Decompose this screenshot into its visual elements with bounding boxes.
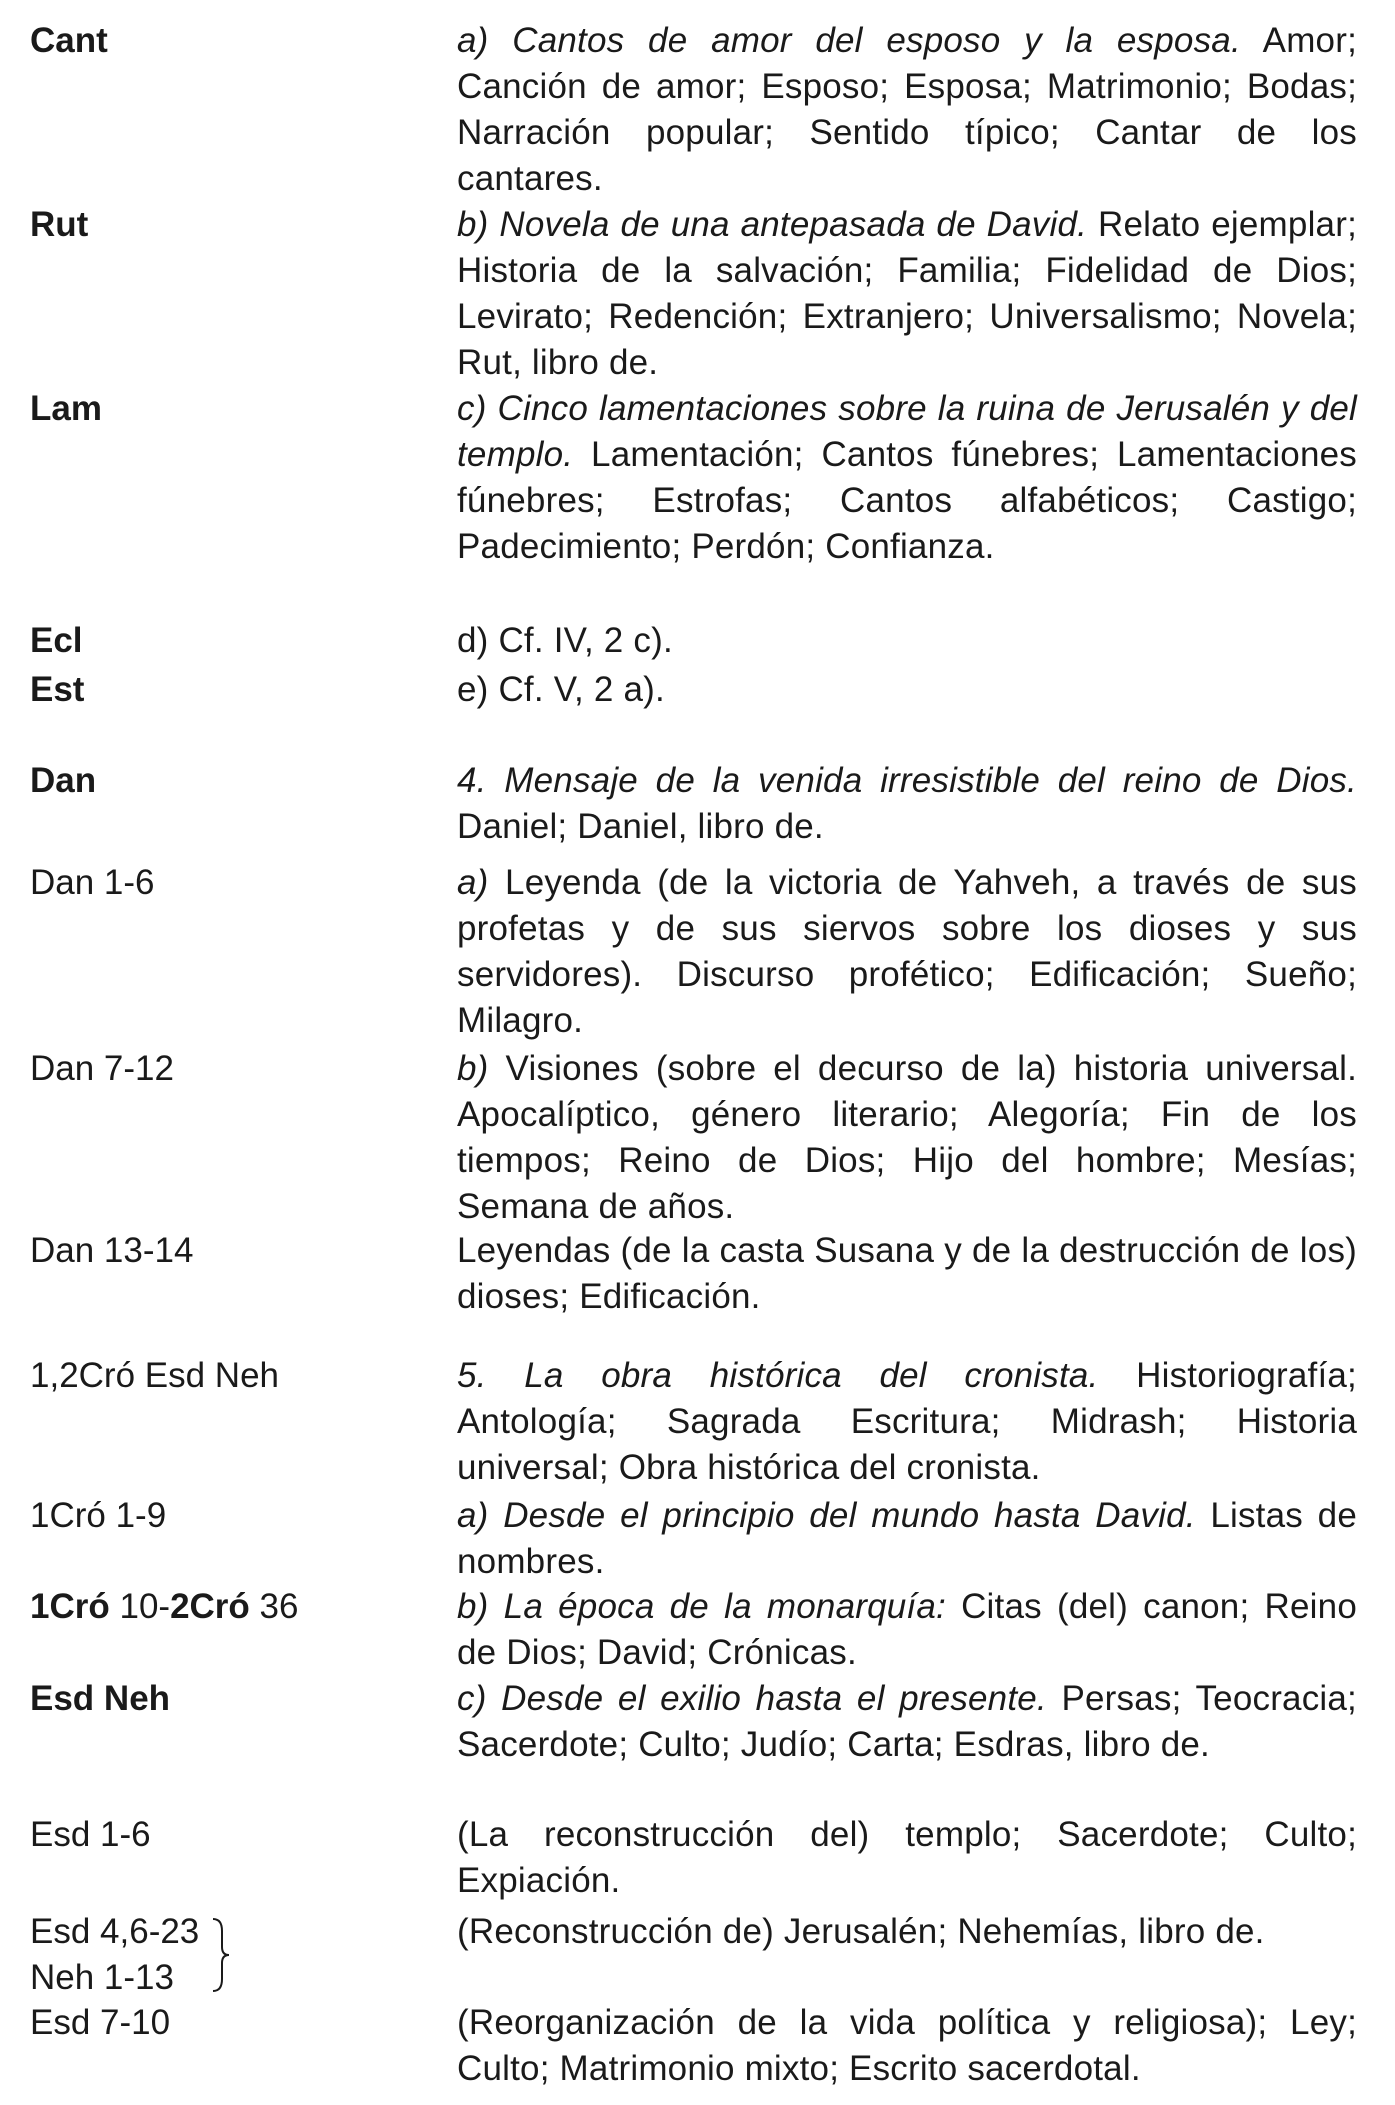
entry-keywords: Citas (del) canon; Reino de Dios; David; Crónicas. (457, 1587, 1357, 1672)
brace-icon (210, 1915, 232, 1995)
ref-chapter: 10- (109, 1587, 171, 1626)
ref-chapter: 36 (249, 1587, 299, 1626)
entry-heading: b) (457, 1049, 489, 1088)
entry-heading: c) Cinco lamentaciones sobre la ruina de Jerusalén y del templo. (457, 389, 1357, 474)
entry-ref: Neh 1-13 (30, 1958, 174, 1997)
entry-heading: a) Cantos de amor del esposo y la esposa. (457, 21, 1241, 60)
entry-description (457, 1493, 1357, 1585)
entry-keywords: Relato ejemplar; Historia de la salvación; Familia; Fidelidad de Dios; Levirato; Redención; Extranjero; Universalismo; Novela; Rut, libro de. (457, 205, 1357, 382)
entry-heading: 5. La obra histórica del cronista. (457, 1356, 1099, 1395)
entry-keywords: Amor; Canción de amor; Esposo; Esposa; Matrimonio; Bodas; Narración popular; Sentido típico; Cantar de los cantares. (457, 21, 1357, 198)
entry-ref: Esd Neh (30, 1679, 171, 1718)
entry-heading: c) Desde el exilio hasta el presente. (457, 1679, 1047, 1718)
entry-description (457, 1584, 1357, 1676)
entry-description (457, 1353, 1357, 1491)
entry-description (457, 1046, 1357, 1230)
entry-description (457, 1909, 1357, 1955)
entry-keywords: (Reconstrucción de) Jerusalén; Nehemías, libro de. (457, 1912, 1265, 1951)
entry-keywords: Persas; Teocracia; Sacerdote; Culto; Judío; Carta; Esdras, libro de. (457, 1679, 1357, 1764)
entry-keywords: Daniel; Daniel, libro de. (457, 807, 824, 846)
entry-ref: Esd 7-10 (30, 2003, 171, 2042)
entry-ref: 1,2Cró Esd Neh (30, 1356, 280, 1395)
entry-description (457, 758, 1357, 850)
entry-ref: Ecl (30, 621, 83, 660)
entry-ref: Cant (30, 21, 108, 60)
entry-description (457, 202, 1357, 386)
entry-ref: Est (30, 670, 85, 709)
ref-book: 1Cró (30, 1587, 110, 1626)
entry-keywords: Visiones (sobre el decurso de la) historia universal. Apocalíptico, género literario; Alegoría; Fin de los tiempos; Reino de Dios; Hijo del hombre; Mesías; Semana de años. (457, 1049, 1357, 1226)
entry-heading: a) Desde el principio del mundo hasta David. (457, 1496, 1196, 1535)
entry-ref: Esd 4,6-23 (30, 1912, 200, 1951)
entry-description (457, 618, 1357, 664)
entry-ref: Dan 13-14 (30, 1231, 194, 1270)
entry-ref: Dan (30, 761, 97, 800)
entry-keywords: Historiografía; Antología; Sagrada Escritura; Midrash; Historia universal; Obra histórica del cronista. (457, 1356, 1357, 1487)
entry-ref: Esd 1-6 (30, 1815, 151, 1854)
entry-ref: Lam (30, 389, 102, 428)
entry-keywords: (La reconstrucción del) templo; Sacerdote; Culto; Expiación. (457, 1815, 1357, 1900)
entry-description (457, 1812, 1357, 1904)
entry-ref-group (30, 1909, 199, 2001)
entry-keywords: d) Cf. IV, 2 c). (457, 621, 673, 660)
entry-description (457, 1228, 1357, 1320)
entry-keywords: Listas de nombres. (457, 1496, 1357, 1581)
entry-keywords: (Reorganización de la vida política y religiosa); Ley; Culto; Matrimonio mixto; Escrito sacerdotal. (457, 2003, 1357, 2088)
entry-ref (30, 1584, 298, 1630)
entry-heading: b) La época de la monarquía: (457, 1587, 946, 1626)
entry-keywords: Leyendas (de la casta Susana y de la destrucción de los) dioses; Edificación. (457, 1231, 1357, 1316)
entry-ref: Dan 7-12 (30, 1049, 174, 1088)
entry-heading: a) (457, 863, 489, 902)
entry-ref: 1Cró 1-9 (30, 1496, 167, 1535)
entry-description (457, 860, 1357, 1044)
entry-keywords: e) Cf. V, 2 a). (457, 670, 665, 709)
entry-description (457, 2000, 1357, 2092)
entry-ref: Rut (30, 205, 89, 244)
entry-keywords: Leyenda (de la victoria de Yahveh, a través de sus profetas y de sus siervos sobre los dioses y sus servidores). Discurso profético; Edificación; Sueño; Milagro. (457, 863, 1357, 1040)
entry-heading: 4. Mensaje de la venida irresistible del reino de Dios. (457, 761, 1357, 800)
entry-ref: Dan 1-6 (30, 863, 155, 902)
entry-description (457, 18, 1357, 202)
entry-keywords: Lamentación; Cantos fúnebres; Lamentaciones fúnebres; Estrofas; Cantos alfabéticos; Castigo; Padecimiento; Perdón; Confianza. (457, 435, 1357, 566)
entry-description (457, 667, 1357, 713)
entry-description (457, 386, 1357, 570)
entry-heading: b) Novela de una antepasada de David. (457, 205, 1088, 244)
entry-description (457, 1676, 1357, 1768)
ref-book: 2Cró (170, 1587, 250, 1626)
